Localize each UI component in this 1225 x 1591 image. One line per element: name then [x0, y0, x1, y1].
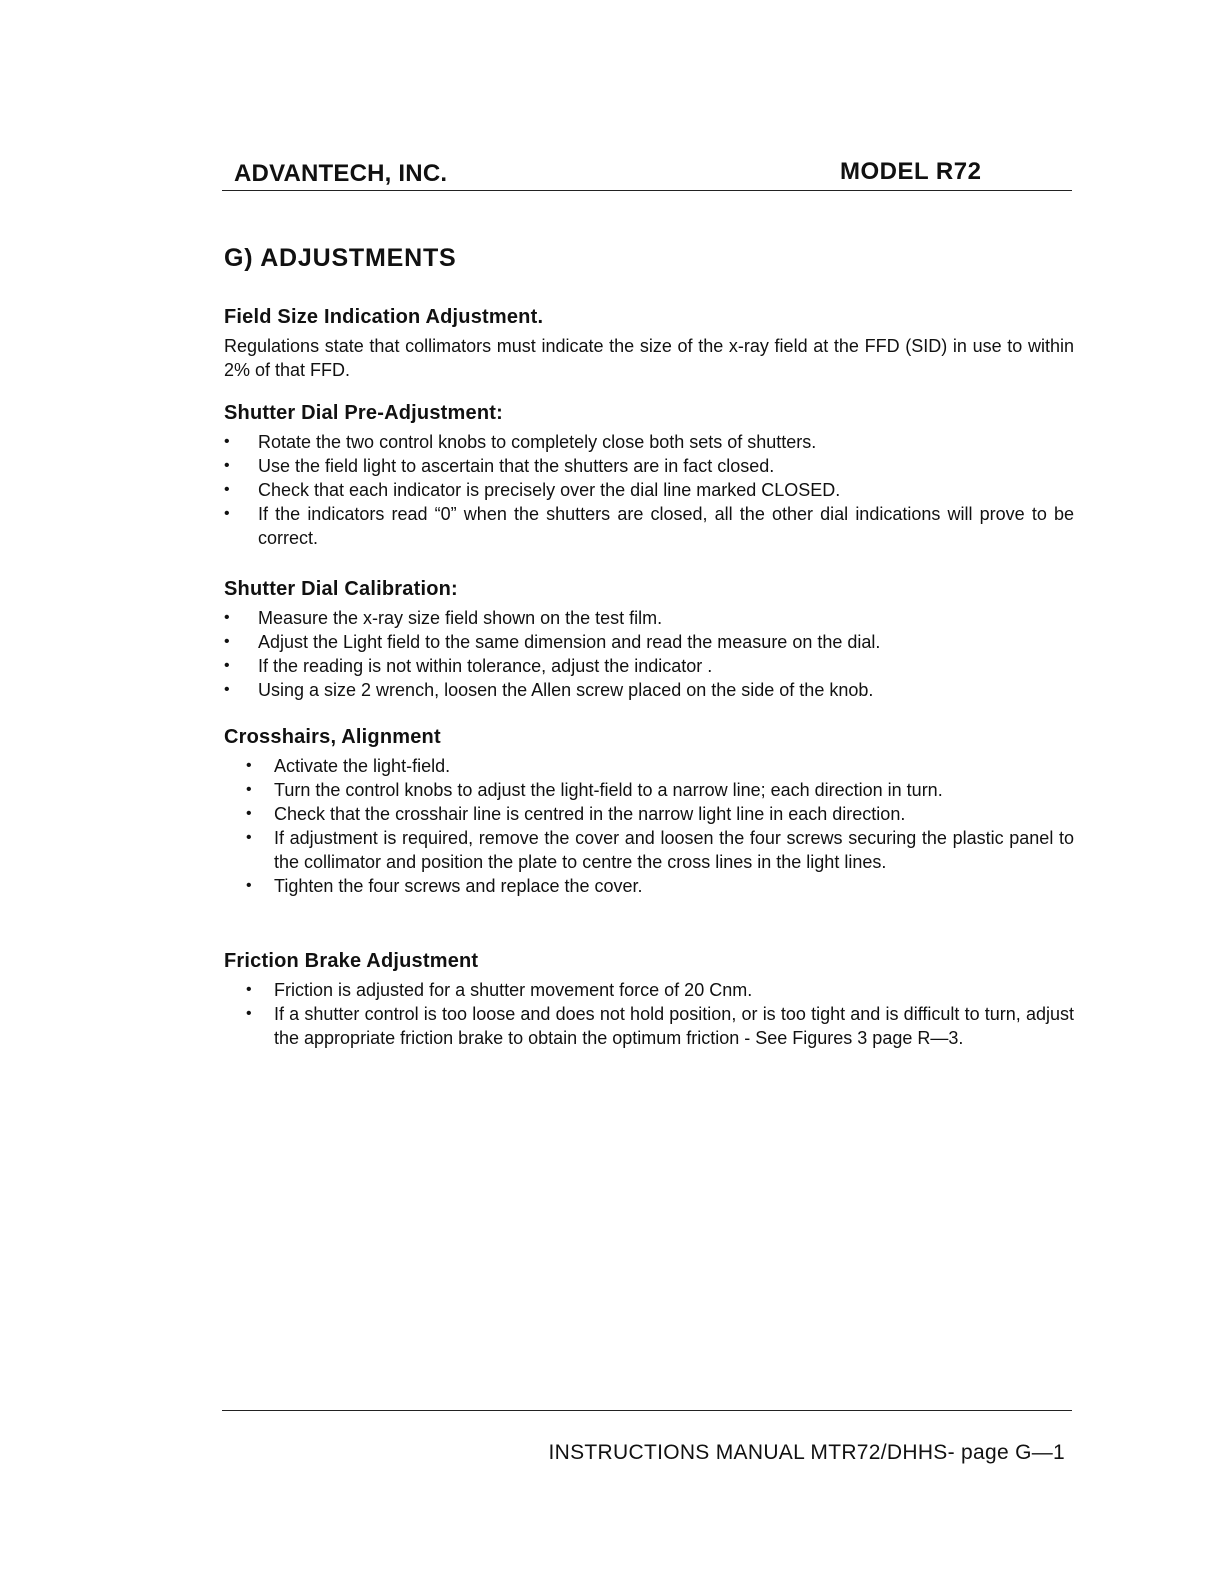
page-footer: INSTRUCTIONS MANUAL MTR72/DHHS- page G—1: [548, 1441, 1065, 1464]
list-item: • Adjust the Light field to the same dimension and read the measure on the dial.: [224, 630, 1074, 654]
list-item: • Measure the x-ray size field shown on the test film.: [224, 606, 1074, 630]
page-content: [224, 304, 1074, 1050]
page-header: [222, 158, 1072, 191]
list-item: • Rotate the two control knobs to completely close both sets of shutters.: [224, 430, 1074, 454]
list-item: • Turn the control knobs to adjust the light-field to a narrow line; each direction in turn.: [224, 778, 1074, 802]
section-title: G) ADJUSTMENTS: [224, 244, 457, 272]
crosshairs-list: [224, 754, 1074, 898]
list-item: • Check that the crosshair line is centred in the narrow light line in each direction.: [224, 802, 1074, 826]
friction-heading: Friction Brake Adjustment: [224, 950, 479, 972]
crosshairs-heading: Crosshairs, Alignment: [224, 726, 441, 748]
calibration-section: [224, 576, 1074, 724]
pre-adjustment-heading: Shutter Dial Pre-Adjustment:: [224, 402, 503, 424]
footer-divider: [222, 1410, 1072, 1411]
field-size-text: Regulations state that collimators must indicate the size of the x-ray field at the FFD (SID) in use to within 2% of that FFD.: [224, 336, 1074, 380]
list-item: • If the reading is not within tolerance, adjust the indicator .: [224, 654, 1074, 678]
pre-adjustment-list: [224, 430, 1074, 550]
calibration-list: [224, 606, 1074, 702]
list-item: • Use the field light to ascertain that the shutters are in fact closed.: [224, 454, 1074, 478]
list-item: • If adjustment is required, remove the cover and loosen the four screws securing the plastic panel to the collimator and position the plate to centre the cross lines in the light lines.: [224, 826, 1074, 874]
list-item: • Tighten the four screws and replace the cover.: [224, 874, 1074, 898]
company-name: ADVANTECH, INC.: [234, 160, 448, 187]
field-size-section: [224, 304, 1074, 400]
friction-list: [224, 978, 1074, 1050]
list-item: • Check that each indicator is precisely over the dial line marked CLOSED.: [224, 478, 1074, 502]
field-size-heading: Field Size Indication Adjustment.: [224, 306, 544, 328]
list-item: • Activate the light-field.: [224, 754, 1074, 778]
friction-section: [224, 948, 1074, 1050]
list-item: • Using a size 2 wrench, loosen the Allen screw placed on the side of the knob.: [224, 678, 1074, 702]
list-item: • If the indicators read “0” when the shutters are closed, all the other dial indications will prove to be correct.: [224, 502, 1074, 550]
pre-adjustment-section: [224, 400, 1074, 576]
model-name: MODEL R72: [840, 158, 982, 185]
list-item: • Friction is adjusted for a shutter movement force of 20 Cnm.: [224, 978, 1074, 1002]
list-item: • If a shutter control is too loose and does not hold position, or is too tight and is difficult to turn, adjust the appropriate friction brake to obtain the optimum friction - See Figures 3 page R—3.: [224, 1002, 1074, 1050]
calibration-heading: Shutter Dial Calibration:: [224, 578, 458, 600]
crosshairs-section: [224, 724, 1074, 948]
